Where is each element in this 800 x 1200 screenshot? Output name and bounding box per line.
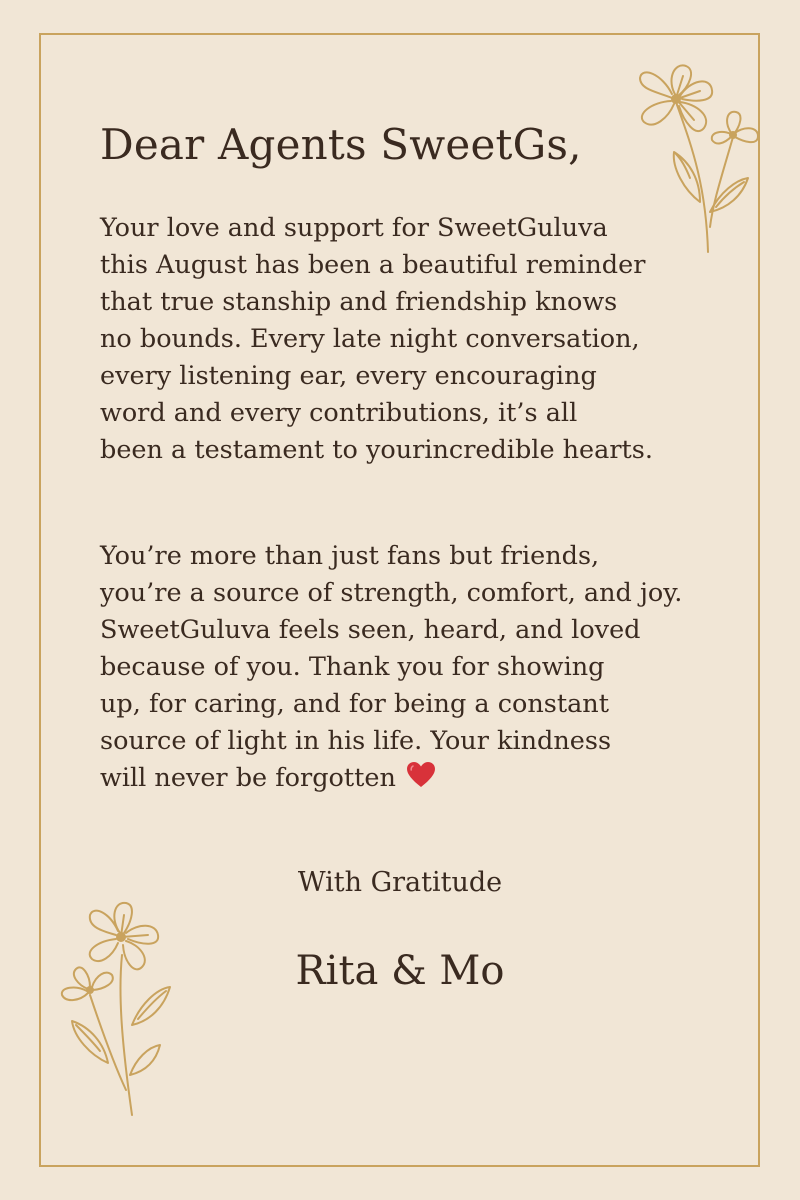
paragraph-last-line xyxy=(100,760,740,797)
paragraph-line: SweetGuluva feels seen, heard, and loved xyxy=(100,615,641,645)
paragraph-line: source of light in his life. Your kindness xyxy=(100,726,612,756)
paragraph-line: been a testament to yourincredible hearts. xyxy=(100,435,653,465)
paragraph-line: You’re more than just fans but friends, xyxy=(100,541,600,571)
flower-illustration-icon xyxy=(50,885,180,1120)
paragraph-line: this August has been a beautiful reminder xyxy=(100,250,646,280)
letter-paragraph-1 xyxy=(100,210,740,469)
paragraph-line: because of you. Thank you for showing xyxy=(100,652,605,682)
letter-greeting: Dear Agents SweetGs, xyxy=(100,120,582,169)
paragraph-line: every listening ear, every encouraging xyxy=(100,361,597,391)
paragraph-line: you’re a source of strength, comfort, and joy. xyxy=(100,578,683,608)
paragraph-line-text: will never be forgotten xyxy=(100,763,396,793)
paragraph-line: Your love and support for SweetGuluva xyxy=(100,213,608,243)
paragraph-line: up, for caring, and for being a constant xyxy=(100,689,609,719)
paragraph-line: that true stanship and friendship knows xyxy=(100,287,618,317)
paragraph-line: no bounds. Every late night conversation, xyxy=(100,324,640,354)
letter-signature: Rita & Mo xyxy=(295,948,505,994)
letter-paragraph-2 xyxy=(100,538,740,797)
paragraph-line: word and every contributions, it’s all xyxy=(100,398,578,428)
letter-closing: With Gratitude xyxy=(297,867,503,898)
red-heart-icon xyxy=(406,761,436,788)
